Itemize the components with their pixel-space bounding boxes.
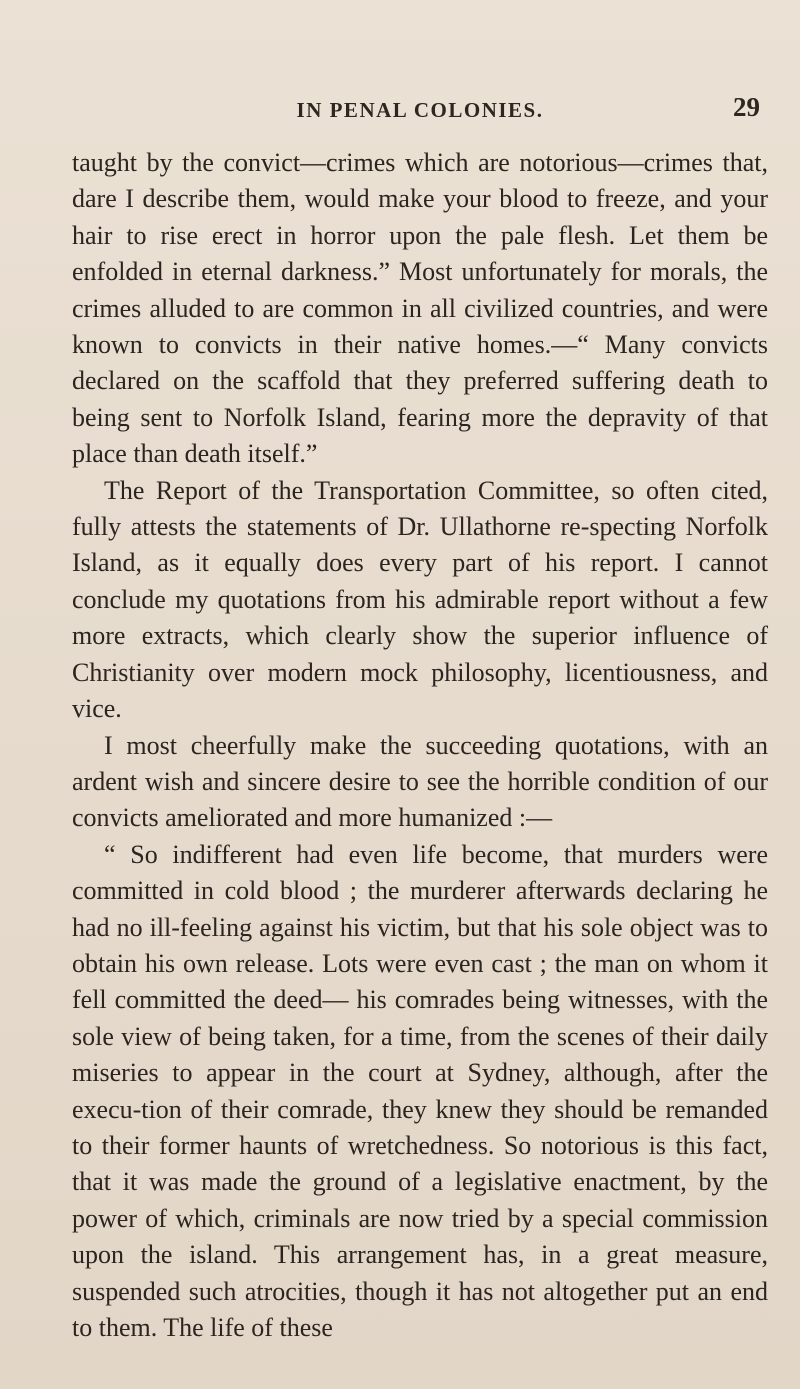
paragraph-quotation: “ So indifferent had even life become, that murders were committed in cold blood ; the murderer afterwards declaring he had no ill-feeling against his victim, but that his sole object was to obtain his own release. Lots were even cast ; the man on whom it fell committed the deed— his comrades being witnesses, with the sole view of being taken, for a time, from the scenes of their daily miseries to appear in the court at Sydney, although, after the execu-tion of their comrade, they knew they should be remanded to their former haunts of wretchedness. So notorious is this fact, that it was made the ground of a legislative enactment, by the power of which, criminals are now tried by a special commission upon the island. This arrangement has, in a great measure, suspended such atrocities, though it has not altogether put an end to them. The life of these	[72, 839, 768, 1342]
running-title: IN PENAL COLONIES.	[296, 98, 544, 122]
running-head	[72, 92, 768, 132]
paragraph-continued: taught by the convict—crimes which are notorious—crimes that, dare I describe them, would make your blood to freeze, and your hair to rise erect in horror upon the pale flesh. Let them be enfolded in eternal darkness.” Most unfortunately for morals, the crimes alluded to are common in all civilized countries, and were known to convicts in their native homes.—“ Many convicts declared on the scaffold that they preferred suffering death to being sent to Norfolk Island, fearing more the depravity of that place than death itself.”	[72, 148, 768, 469]
paragraph-transportation-report: The Report of the Transportation Committee, so often cited, fully attests the statements of Dr. Ullathorne re-specting Norfolk Island, as it equally does every part of his report. I cannot conclude my quotations from his admirable report without a few more extracts, which clearly show the superior influence of Christianity over modern mock philosophy, licentiousness, and vice.	[72, 475, 768, 724]
paragraph-quotations-intro: I most cheerfully make the succeeding quotations, with an ardent wish and sincere desire to see the horrible condition of our convicts ameliorated and more humanized :—	[72, 730, 768, 833]
page-number: 29	[733, 92, 760, 122]
body-text	[72, 145, 768, 1346]
